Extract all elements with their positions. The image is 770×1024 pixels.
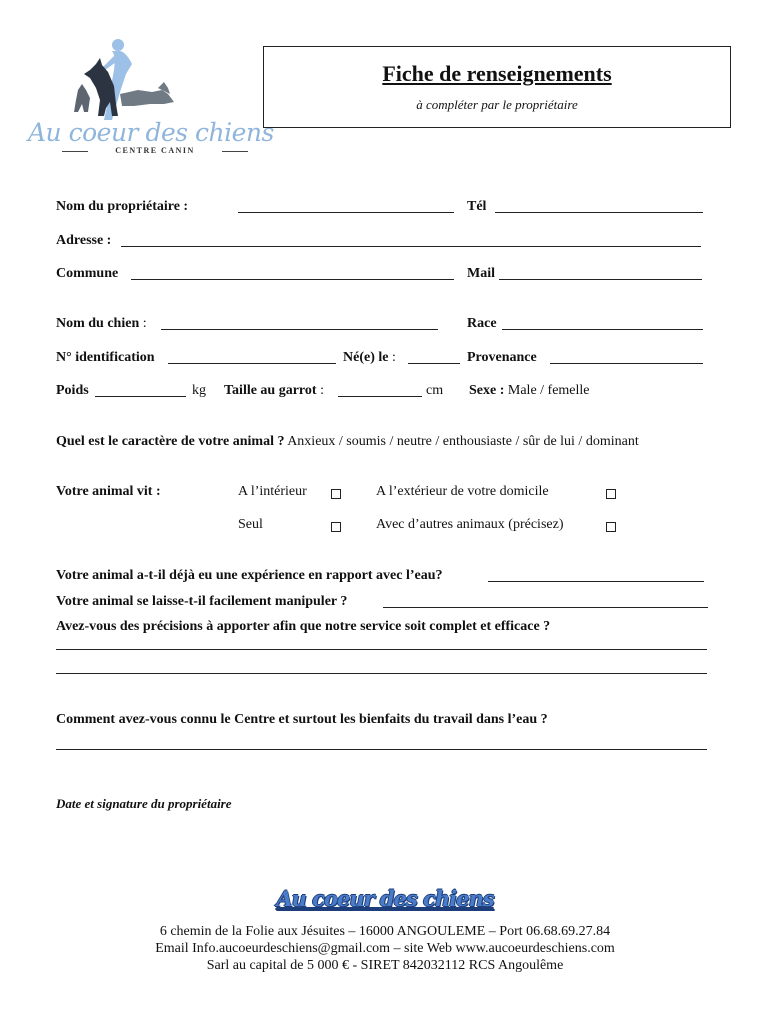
details-answer-line-2[interactable] <box>56 673 707 674</box>
footer-brand: Au coeur des chiens <box>276 886 494 911</box>
address-field[interactable] <box>121 246 701 247</box>
born-text: Né(e) le <box>343 350 389 365</box>
height-colon: : <box>316 383 324 398</box>
lives-inside-checkbox[interactable] <box>331 489 341 499</box>
details-answer-line-1[interactable] <box>56 649 707 650</box>
lives-question: Votre animal vit : <box>56 484 161 499</box>
height-label <box>224 383 324 399</box>
footer-legal: Sarl au capital de 5 000 € - SIRET 842032112 RCS Angoulême <box>206 958 564 973</box>
character-question <box>56 434 639 450</box>
height-field[interactable] <box>338 396 422 397</box>
footer-contact: Email Info.aucoeurdeschiens@gmail.com – site Web www.aucoeurdeschiens.com <box>155 941 615 956</box>
origin-label: Provenance <box>467 350 537 365</box>
water-question: Votre animal a-t-il déjà eu une expérience en rapport avec l’eau? <box>56 568 443 583</box>
height-unit: cm <box>426 383 444 398</box>
handling-answer-field[interactable] <box>383 607 708 608</box>
character-question-text: Quel est le caractère de votre animal ? <box>56 434 285 449</box>
dog-name-label <box>56 316 147 332</box>
lives-alone-label: Seul <box>238 517 263 532</box>
breed-label: Race <box>467 316 497 331</box>
phone-label: Tél <box>467 199 487 214</box>
dog-name-colon: : <box>139 316 147 331</box>
sex-options[interactable]: Male / femelle <box>504 383 590 398</box>
born-colon: : <box>388 350 396 365</box>
origin-field[interactable] <box>550 363 703 364</box>
mail-label: Mail <box>467 266 495 281</box>
lives-inside-label: A l’intérieur <box>238 484 307 499</box>
breed-field[interactable] <box>502 329 703 330</box>
weight-label: Poids <box>56 383 89 398</box>
lives-outside-label: A l’extérieur de votre domicile <box>376 484 549 499</box>
page-subtitle: à compléter par le propriétaire <box>416 97 578 112</box>
lives-with-others-checkbox[interactable] <box>606 522 616 532</box>
sex-text: Sexe : <box>469 383 505 398</box>
phone-field[interactable] <box>495 212 703 213</box>
dog-name-field[interactable] <box>161 329 438 330</box>
height-text: Taille au garrot <box>224 383 317 398</box>
how-known-answer-line[interactable] <box>56 749 707 750</box>
title-box <box>263 46 731 128</box>
town-field[interactable] <box>131 279 454 280</box>
page-title: Fiche de renseignements <box>382 61 612 86</box>
weight-unit: kg <box>192 383 206 398</box>
owner-name-label: Nom du propriétaire : <box>56 199 189 214</box>
lives-with-others-label: Avec d’autres animaux (précisez) <box>376 517 564 532</box>
lives-alone-checkbox[interactable] <box>331 522 341 532</box>
born-field[interactable] <box>408 363 460 364</box>
sex-label <box>469 383 590 399</box>
dogs-and-person-silhouette-icon <box>28 34 228 124</box>
mail-field[interactable] <box>499 279 702 280</box>
owner-name-field[interactable] <box>238 212 454 213</box>
character-options[interactable]: Anxieux / soumis / neutre / enthousiaste / sûr de lui / dominant <box>284 434 639 449</box>
logo-name: Au coeur des chiens <box>28 118 274 147</box>
lives-outside-checkbox[interactable] <box>606 489 616 499</box>
handling-question: Votre animal se laisse-t-il facilement manipuler ? <box>56 594 348 609</box>
town-label: Commune <box>56 266 119 281</box>
born-label <box>343 350 396 366</box>
logo-subtitle: CENTRE CANIN <box>92 146 218 155</box>
id-number-label: N° identification <box>56 350 155 365</box>
weight-field[interactable] <box>95 396 186 397</box>
logo <box>28 34 274 166</box>
address-label: Adresse : <box>56 233 112 248</box>
footer-address: 6 chemin de la Folie aux Jésuites – 16000 ANGOULEME – Port 06.68.69.27.84 <box>159 924 611 939</box>
how-known-question: Comment avez-vous connu le Centre et surtout les bienfaits du travail dans l’eau ? <box>56 712 548 727</box>
dog-name-text: Nom du chien <box>56 316 140 331</box>
id-number-field[interactable] <box>168 363 336 364</box>
details-question: Avez-vous des précisions à apporter afin que notre service soit complet et efficace ? <box>56 619 551 634</box>
water-answer-field[interactable] <box>488 581 704 582</box>
signature-label: Date et signature du propriétaire <box>56 796 232 811</box>
